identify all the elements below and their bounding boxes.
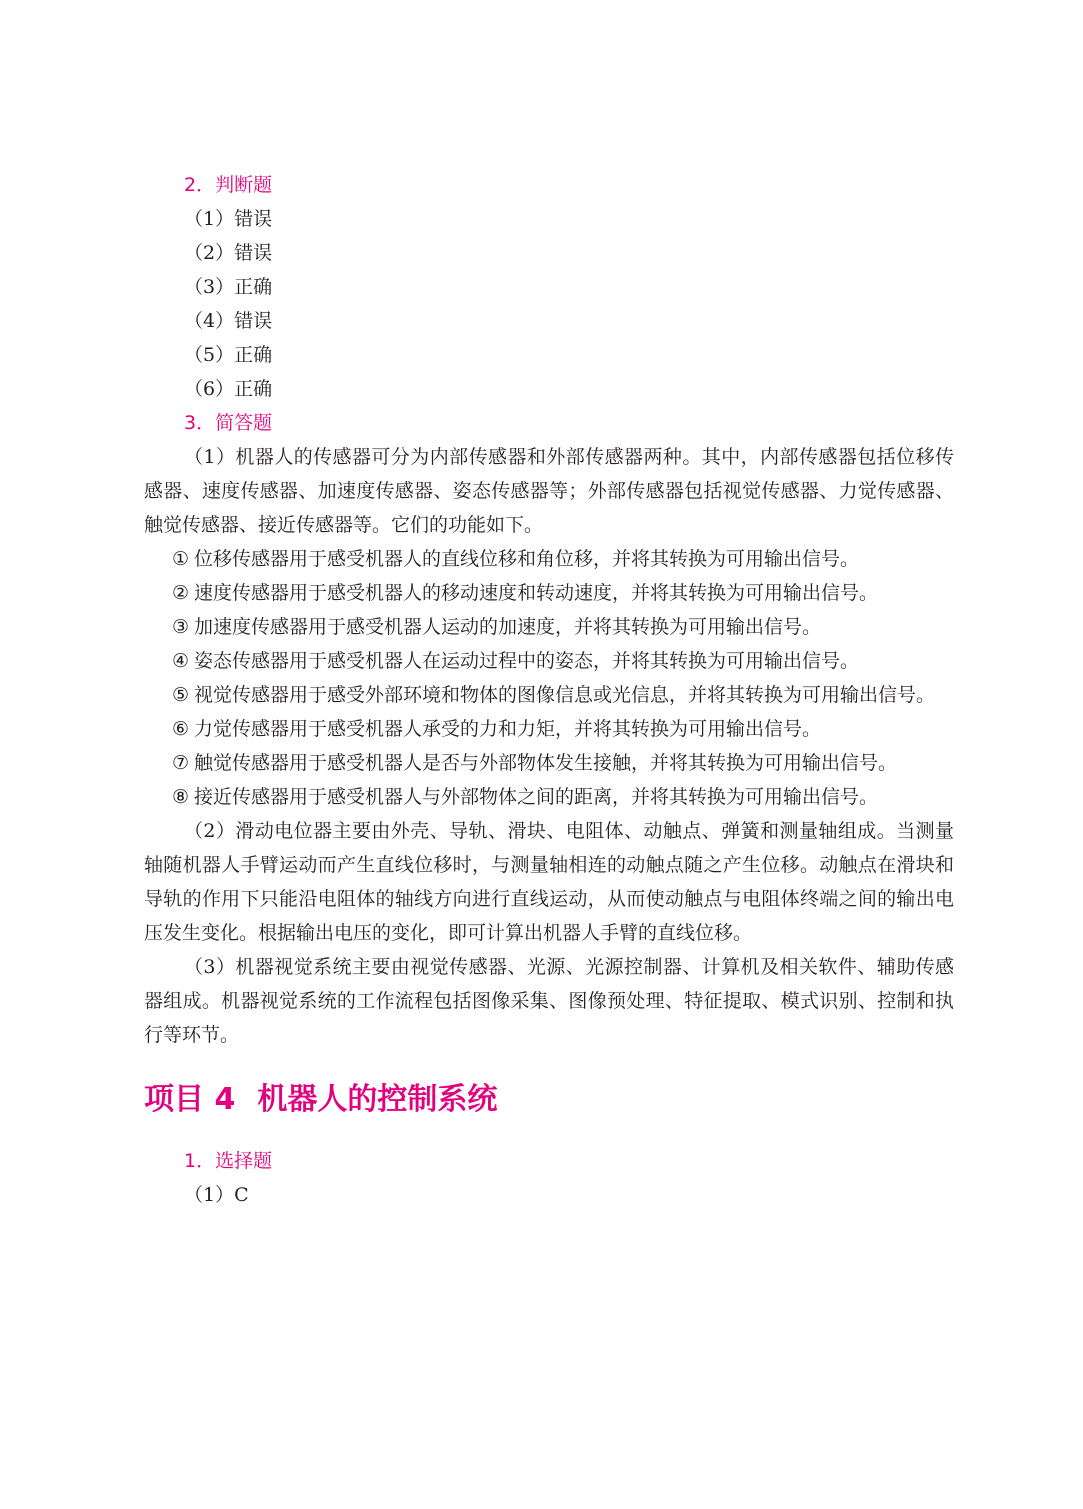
item-marker: ③	[172, 616, 190, 638]
item-text: 力觉传感器用于感受机器人承受的力和力矩，并将其转换为可用输出信号。	[194, 718, 822, 740]
judge-answer-1: （1）错误	[184, 208, 273, 230]
judge-answer-5: （5）正确	[184, 344, 273, 366]
item-marker: ②	[172, 582, 190, 604]
q3-paragraph: （3）机器视觉系统主要由视觉传感器、光源、光源控制器、计算机及相关软件、辅助传感器组成。机器视觉系统的工作流程包括图像采集、图像预处理、特征提取、模式识别、控制和执行等环节。	[144, 956, 954, 1046]
item-text: 接近传感器用于感受机器人与外部物体之间的距离，并将其转换为可用输出信号。	[194, 786, 879, 808]
judge-answer-3: （3）正确	[184, 276, 273, 298]
choice-answer-1: （1）C	[184, 1184, 249, 1206]
sensor-item-2	[144, 576, 954, 610]
item-marker: ①	[172, 548, 190, 570]
answer-page	[144, 168, 954, 1212]
sensor-item-1	[144, 542, 954, 576]
sensor-item-7	[144, 746, 954, 780]
item-marker: ④	[172, 650, 190, 672]
choice-section-title: 1．选择题	[184, 1150, 273, 1172]
project-number: 项目 4	[144, 1082, 236, 1117]
sensor-item-4	[144, 644, 954, 678]
item-marker: ⑥	[172, 718, 190, 740]
q1-intro-paragraph: （1）机器人的传感器可分为内部传感器和外部传感器两种。其中，内部传感器包括位移传感器、速度传感器、加速度传感器、姿态传感器等；外部传感器包括视觉传感器、力觉传感器、触觉传感器、接近传感器等。它们的功能如下。	[144, 446, 954, 536]
sensor-item-3	[144, 610, 954, 644]
item-text: 姿态传感器用于感受机器人在运动过程中的姿态，并将其转换为可用输出信号。	[194, 650, 860, 672]
judge-section-title: 2．判断题	[184, 174, 273, 196]
judge-answer-2: （2）错误	[184, 242, 273, 264]
short-answer-section-title: 3．简答题	[184, 412, 273, 434]
item-marker: ⑤	[172, 684, 190, 706]
project-title-text: 机器人的控制系统	[257, 1082, 498, 1117]
item-text: 视觉传感器用于感受外部环境和物体的图像信息或光信息，并将其转换为可用输出信号。	[194, 684, 936, 706]
q2-paragraph: （2）滑动电位器主要由外壳、导轨、滑块、电阻体、动触点、弹簧和测量轴组成。当测量轴随机器人手臂运动而产生直线位移时，与测量轴相连的动触点随之产生位移。动触点在滑块和导轨的作用下只能沿电阻体的轴线方向进行直线运动，从而使动触点与电阻体终端之间的输出电压发生变化。根据输出电压的变化，即可计算出机器人手臂的直线位移。	[144, 820, 954, 944]
item-text: 位移传感器用于感受机器人的直线位移和角位移，并将其转换为可用输出信号。	[194, 548, 860, 570]
item-marker: ⑦	[172, 752, 190, 774]
item-text: 触觉传感器用于感受机器人是否与外部物体发生接触，并将其转换为可用输出信号。	[194, 752, 898, 774]
sensor-item-6	[144, 712, 954, 746]
item-text: 速度传感器用于感受机器人的移动速度和转动速度，并将其转换为可用输出信号。	[194, 582, 879, 604]
item-marker: ⑧	[172, 786, 190, 808]
sensor-item-5	[144, 678, 954, 712]
judge-answer-6: （6）正确	[184, 378, 273, 400]
judge-answer-4: （4）错误	[184, 310, 273, 332]
sensor-item-8	[144, 780, 954, 814]
project-heading	[144, 1080, 954, 1120]
item-text: 加速度传感器用于感受机器人运动的加速度，并将其转换为可用输出信号。	[194, 616, 822, 638]
